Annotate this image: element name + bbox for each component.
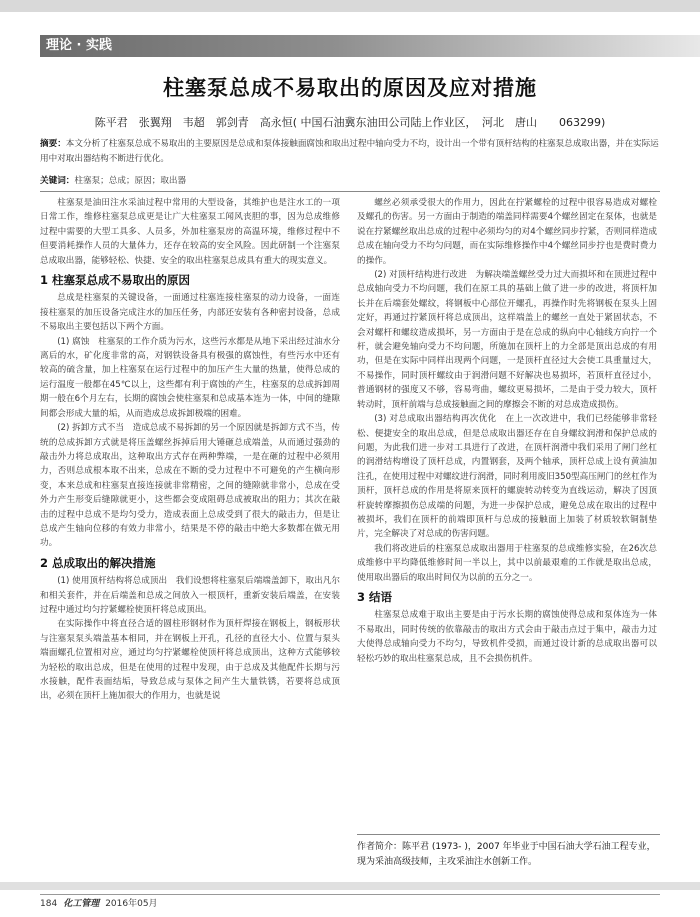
journal-name: 化工管理	[63, 899, 100, 909]
paragraph: (1) 腐蚀 柱塞泵的工作介质为污水，这些污水都是从地下采出经过油水分离后的水，矿化度非常的高，对钢铁设备具有极强的腐蚀性，有些污水中还有较高的硫含量，加上柱塞泵在运行过程中的加压产生大量的热量，使得总成的运行温度一般都在45℃以上，这些都有利于腐蚀的产生，柱塞泵的总成拆卸周期一般在6个月左右，长期的腐蚀会使柱塞泵和总成基本连为一体，中间的缝隙间都会形成大量的垢，从而造成总成拆卸极端的困难。	[40, 336, 340, 419]
header-stripe	[0, 0, 700, 12]
abstract-label: 摘要：	[40, 139, 66, 149]
keywords-text: 柱塞泵；总成；原因；取出器	[74, 176, 187, 186]
issue-date: 2016年05月	[105, 899, 158, 909]
footer-rule	[40, 894, 660, 895]
paragraph: (2) 对顶杆结构进行改进 为解决端盖螺丝受力过大而损坏和在顶进过程中总成轴向受力不均问题，我们在原工具的基础上做了进一步的改进，将顶杆加长并在后端套处螺纹，将钢板中心部位开螺孔，再操作时先将钢板在泵头上固定好，再通过拧紧顶杆将总成顶出，这样端盖上的螺丝一直处于紧固状态，不会对螺杆和螺纹造成损坏，另一方面由于是在总成的纵向中心轴线方向拧一个杆，就会避免轴向受力不均问题，所施加在顶杆上的力全部是顶出总成的有用功，但是在实际中同样出现两个问题，一是顶杆直径过大会使工具重量过大，不易操作，同时顶杆螺纹由于润滑问题不好解决也易损坏，若顶杆直径过小，普通钢材的强度又不够，容易弯曲，螺纹更易损坏，二是由于受力较大，顶杆转动时，顶杆前端与总成接触面之间的摩擦会不断的对总成造成损伤。	[357, 270, 657, 410]
keywords	[40, 174, 660, 188]
paragraph: (1) 使用顶杆结构将总成顶出 我们设想将柱塞泵后端端盖卸下，取出凡尔和相关套件，并在后端盖和总成之间放入一根顶杆，重新安装后端盖，在安装过程中通过均匀拧紧螺栓使顶杆将总成顶出。	[40, 576, 340, 615]
paragraph: 总成是柱塞泵的关键设备，一面通过柱塞连接柱塞泵的动力设备，一面连接柱塞泵的加压设备完成注水的加压任务，内部还安装有各种密封设备，总成不易取出主要包括以下两个方面。	[40, 293, 340, 333]
page-number: 184	[40, 899, 58, 909]
bio-divider	[357, 834, 660, 835]
paragraph: (3) 对总成取出器结构再次优化 在上一次改进中，我们已经能够非常轻松、便捷安全的取出总成，但是总成取出器还存在自身螺纹润滑和保护总成的问题，为此我们进一步对工具进行了改进，在顶杆润滑中我们采用了闸门丝杠的润滑结构增设了顶杆总成，内置钢套，及两个轴承，顶杆总成上设有黄油加注孔，在使用过程中对螺纹进行润滑，同时利用废旧350型高压闸门的丝杠作为顶杆，顶杆总成的作用是将原来顶杆的螺旋转动转变为直线运动，解决了因顶杆旋转摩擦损伤总成端的问题，为进一步保护总成，避免总成在取出的过程中被损坏，我们在顶杆的前端即顶杆与总成的接触面上加装了材质较软铜制垫片，完全解决了对总成的伤害问题。	[357, 414, 657, 540]
footer-text	[40, 896, 158, 909]
right-column	[357, 196, 657, 666]
author-line: 陈平君 张翼翔 韦超 郭剑青 高永恒( 中国石油冀东油田公司陆上作业区， 河北 唐山 063299)	[94, 116, 606, 129]
abstract-text: 本文分析了柱塞泵总成不易取出的主要原因是总成和泵体接触面腐蚀和取出过程中轴向受力不均，设计出一个带有顶杆结构的柱塞泵总成取出器，并在实际运用中对取出器结构不断进行优化。	[40, 139, 659, 164]
header-bar	[0, 0, 700, 53]
header-divider	[40, 191, 660, 192]
abstract	[40, 137, 660, 167]
footer-band	[0, 882, 700, 890]
paragraph: (2) 拆卸方式不当 造成总成不易拆卸的另一个原因就是拆卸方式不当，传统的总成拆卸方式就是将压盖螺丝拆掉后用大锤砸总成端盖，从而通过强劲的敲击外力将总成取出，这种取出方式存在两种弊端，一是在砸的过程中必须用力，否则总成根本取不出来，总成在不断的受力过程中不可避免的产生横向形变，本来总成和柱塞泵直接连接就非常精密，之间的缝隙就非常小，总成在受外力产生形变后缝隙就更小，这些都会变成阻碍总成被取出的阻力；其次在敲击的过程中总成不是均匀受力，造成表面上总成受到了很大的敲击力，但是让总成产生轴向位移的有效力非常小，结果是不停的敲击中绝大多数都在做无用功。	[40, 423, 340, 549]
author-bio: 作者简介：陈平君 (1973- )，2007 年毕业于中国石油大学石油工程专业，现为采油高级技师，主攻采油注水创新工作。	[357, 842, 656, 867]
keywords-label: 关键词：	[40, 176, 75, 186]
section-heading: 1 柱塞泵总成不易取出的原因	[40, 273, 191, 288]
left-column	[40, 196, 340, 704]
article-title: 柱塞泵总成不易取出的原因及应对措施	[163, 76, 537, 100]
paragraph: 柱塞泵总成难于取出主要是由于污水长期的腐蚀使得总成和泵体连为一体不易取出，同时传统的依靠敲击的取出方式会由于敲击点过于集中，敲击力过大使得总成轴向受力不均匀，导致机件受损，而通过设计新的总成取出器可以轻松巧妙的取出柱塞泵总成，且不会损伤机件。	[357, 610, 657, 664]
page-footer	[0, 876, 700, 917]
paragraph: 我们将改进后的柱塞泵总成取出器用于柱塞泵的总成维修实验，在26次总成维修中平均降低维修时间一半以上，其中以前最艰难的工作就是取出总成，使用取出器后的取出时间仅为以前的五分之一。	[357, 543, 657, 583]
paragraph: 螺丝必须承受很大的作用力，因此在拧紧螺栓的过程中很容易造成对螺栓及螺孔的伤害。另一方面由于制造的端盖同样需要4个螺丝固定在泵体，也就是说在拧紧螺丝取出总成的过程中必须均匀的对4个螺丝同步拧紧，否则同样造成总成在轴向受力不均匀问题，而在实际维修操作中4个螺丝同步拧也是费时费力的操作。	[357, 198, 657, 266]
section-tag: 理论 · 实践	[40, 35, 700, 57]
paragraph: 在实际操作中将直径合适的圆柱形钢材作为顶杆焊接在钢板上，钢板形状与注塞泵泵头端盖基本相同，并在钢板上开孔，孔径的直径大小、位置与泵头端面螺孔位置相对应，通过均匀拧紧螺栓使顶杆将总成顶出，这种方式能够较为轻松的取出总成，但是在使用的过程中发现，由于总成及其他配件长期与污水接触，配件表面结垢，导致总成与泵体之间产生大量铁锈，若要将总成顶出，必须在顶杆上施加很大的作用力，也就是说	[40, 619, 340, 702]
paragraph: 柱塞泵是油田注水采油过程中常用的大型设备，其维护也是注水工的一项日常工作，维修柱塞泵总成更是让广大柱塞泵工闻风丧胆的事，因为总成维修过程中需要的大型工具多、人员多，外加柱塞泵房的高温环境，维修过程中不但要消耗操作人员的大量体力，还存在较高的安全风险。因此研制一个注塞泵总成取出器，能够轻松、快捷、安全的取出柱塞泵总成具有重大的现实意义。	[40, 198, 340, 266]
section-heading: 3 结语	[357, 589, 393, 604]
section-heading: 2 总成取出的解决措施	[40, 555, 156, 570]
